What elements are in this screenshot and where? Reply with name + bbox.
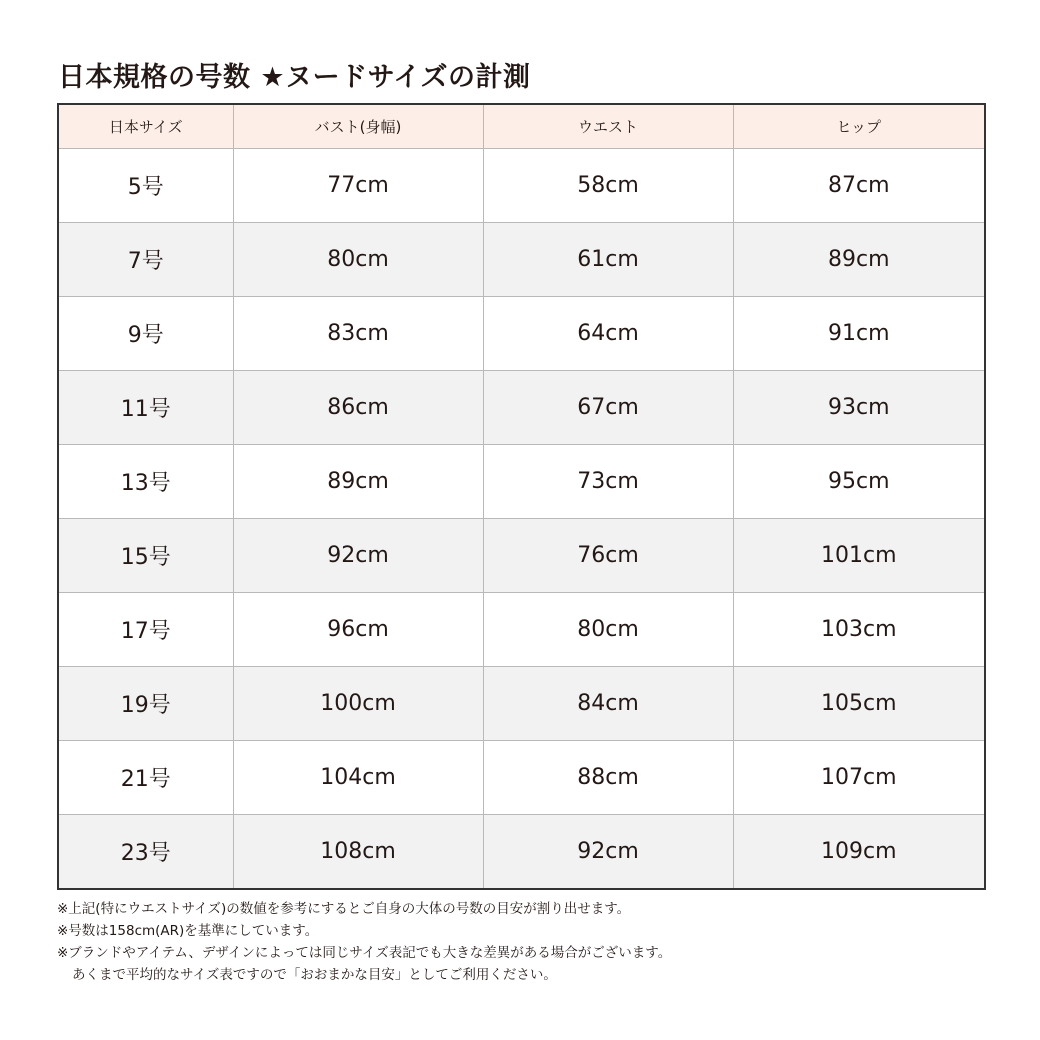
cell-bust: 92cm <box>233 519 483 593</box>
cell-hip: 87cm <box>733 149 985 223</box>
cell-waist: 58cm <box>483 149 733 223</box>
table-row <box>58 445 985 519</box>
header-japan-size: 日本サイズ <box>58 104 233 149</box>
table-row <box>58 297 985 371</box>
cell-size: 23号 <box>58 815 233 890</box>
footnote: ※上記(特にウエストサイズ)の数値を参考にするとご自身の大体の号数の目安が割り出せます。 <box>57 901 631 917</box>
cell-bust: 89cm <box>233 445 483 519</box>
table-row <box>58 371 985 445</box>
table-row <box>58 815 985 890</box>
cell-bust: 77cm <box>233 149 483 223</box>
cell-waist: 88cm <box>483 741 733 815</box>
footnote: あくまで平均的なサイズ表ですので「おおまかな目安」としてご利用ください。 <box>72 967 557 983</box>
footnotes <box>57 898 671 986</box>
cell-size: 15号 <box>58 519 233 593</box>
cell-size: 9号 <box>58 297 233 371</box>
cell-waist: 84cm <box>483 667 733 741</box>
size-table <box>57 103 986 890</box>
cell-size: 13号 <box>58 445 233 519</box>
cell-hip: 89cm <box>733 223 985 297</box>
cell-bust: 96cm <box>233 593 483 667</box>
cell-size: 21号 <box>58 741 233 815</box>
cell-size: 19号 <box>58 667 233 741</box>
header-hip: ヒップ <box>733 104 985 149</box>
footnote: ※ブランドやアイテム、デザインによっては同じサイズ表記でも大きな差異がある場合がございます。 <box>57 945 672 961</box>
cell-bust: 80cm <box>233 223 483 297</box>
cell-hip: 105cm <box>733 667 985 741</box>
table-row <box>58 223 985 297</box>
cell-bust: 86cm <box>233 371 483 445</box>
cell-waist: 64cm <box>483 297 733 371</box>
cell-bust: 108cm <box>233 815 483 890</box>
header-waist: ウエスト <box>483 104 733 149</box>
table-header-row <box>58 104 985 149</box>
table-row <box>58 149 985 223</box>
cell-bust: 83cm <box>233 297 483 371</box>
table-row <box>58 519 985 593</box>
header-bust: バスト(身幅) <box>233 104 483 149</box>
cell-waist: 61cm <box>483 223 733 297</box>
cell-waist: 80cm <box>483 593 733 667</box>
cell-hip: 95cm <box>733 445 985 519</box>
cell-hip: 107cm <box>733 741 985 815</box>
cell-hip: 91cm <box>733 297 985 371</box>
page-title: 日本規格の号数 ★ヌードサイズの計測 <box>58 62 531 93</box>
cell-bust: 104cm <box>233 741 483 815</box>
cell-waist: 73cm <box>483 445 733 519</box>
cell-size: 7号 <box>58 223 233 297</box>
cell-size: 5号 <box>58 149 233 223</box>
cell-hip: 101cm <box>733 519 985 593</box>
table-row <box>58 593 985 667</box>
cell-waist: 67cm <box>483 371 733 445</box>
cell-hip: 103cm <box>733 593 985 667</box>
cell-size: 11号 <box>58 371 233 445</box>
footnote: ※号数は158cm(AR)を基準にしています。 <box>57 923 319 939</box>
cell-hip: 109cm <box>733 815 985 890</box>
cell-hip: 93cm <box>733 371 985 445</box>
cell-bust: 100cm <box>233 667 483 741</box>
cell-size: 17号 <box>58 593 233 667</box>
cell-waist: 76cm <box>483 519 733 593</box>
table-row <box>58 741 985 815</box>
table-row <box>58 667 985 741</box>
cell-waist: 92cm <box>483 815 733 890</box>
